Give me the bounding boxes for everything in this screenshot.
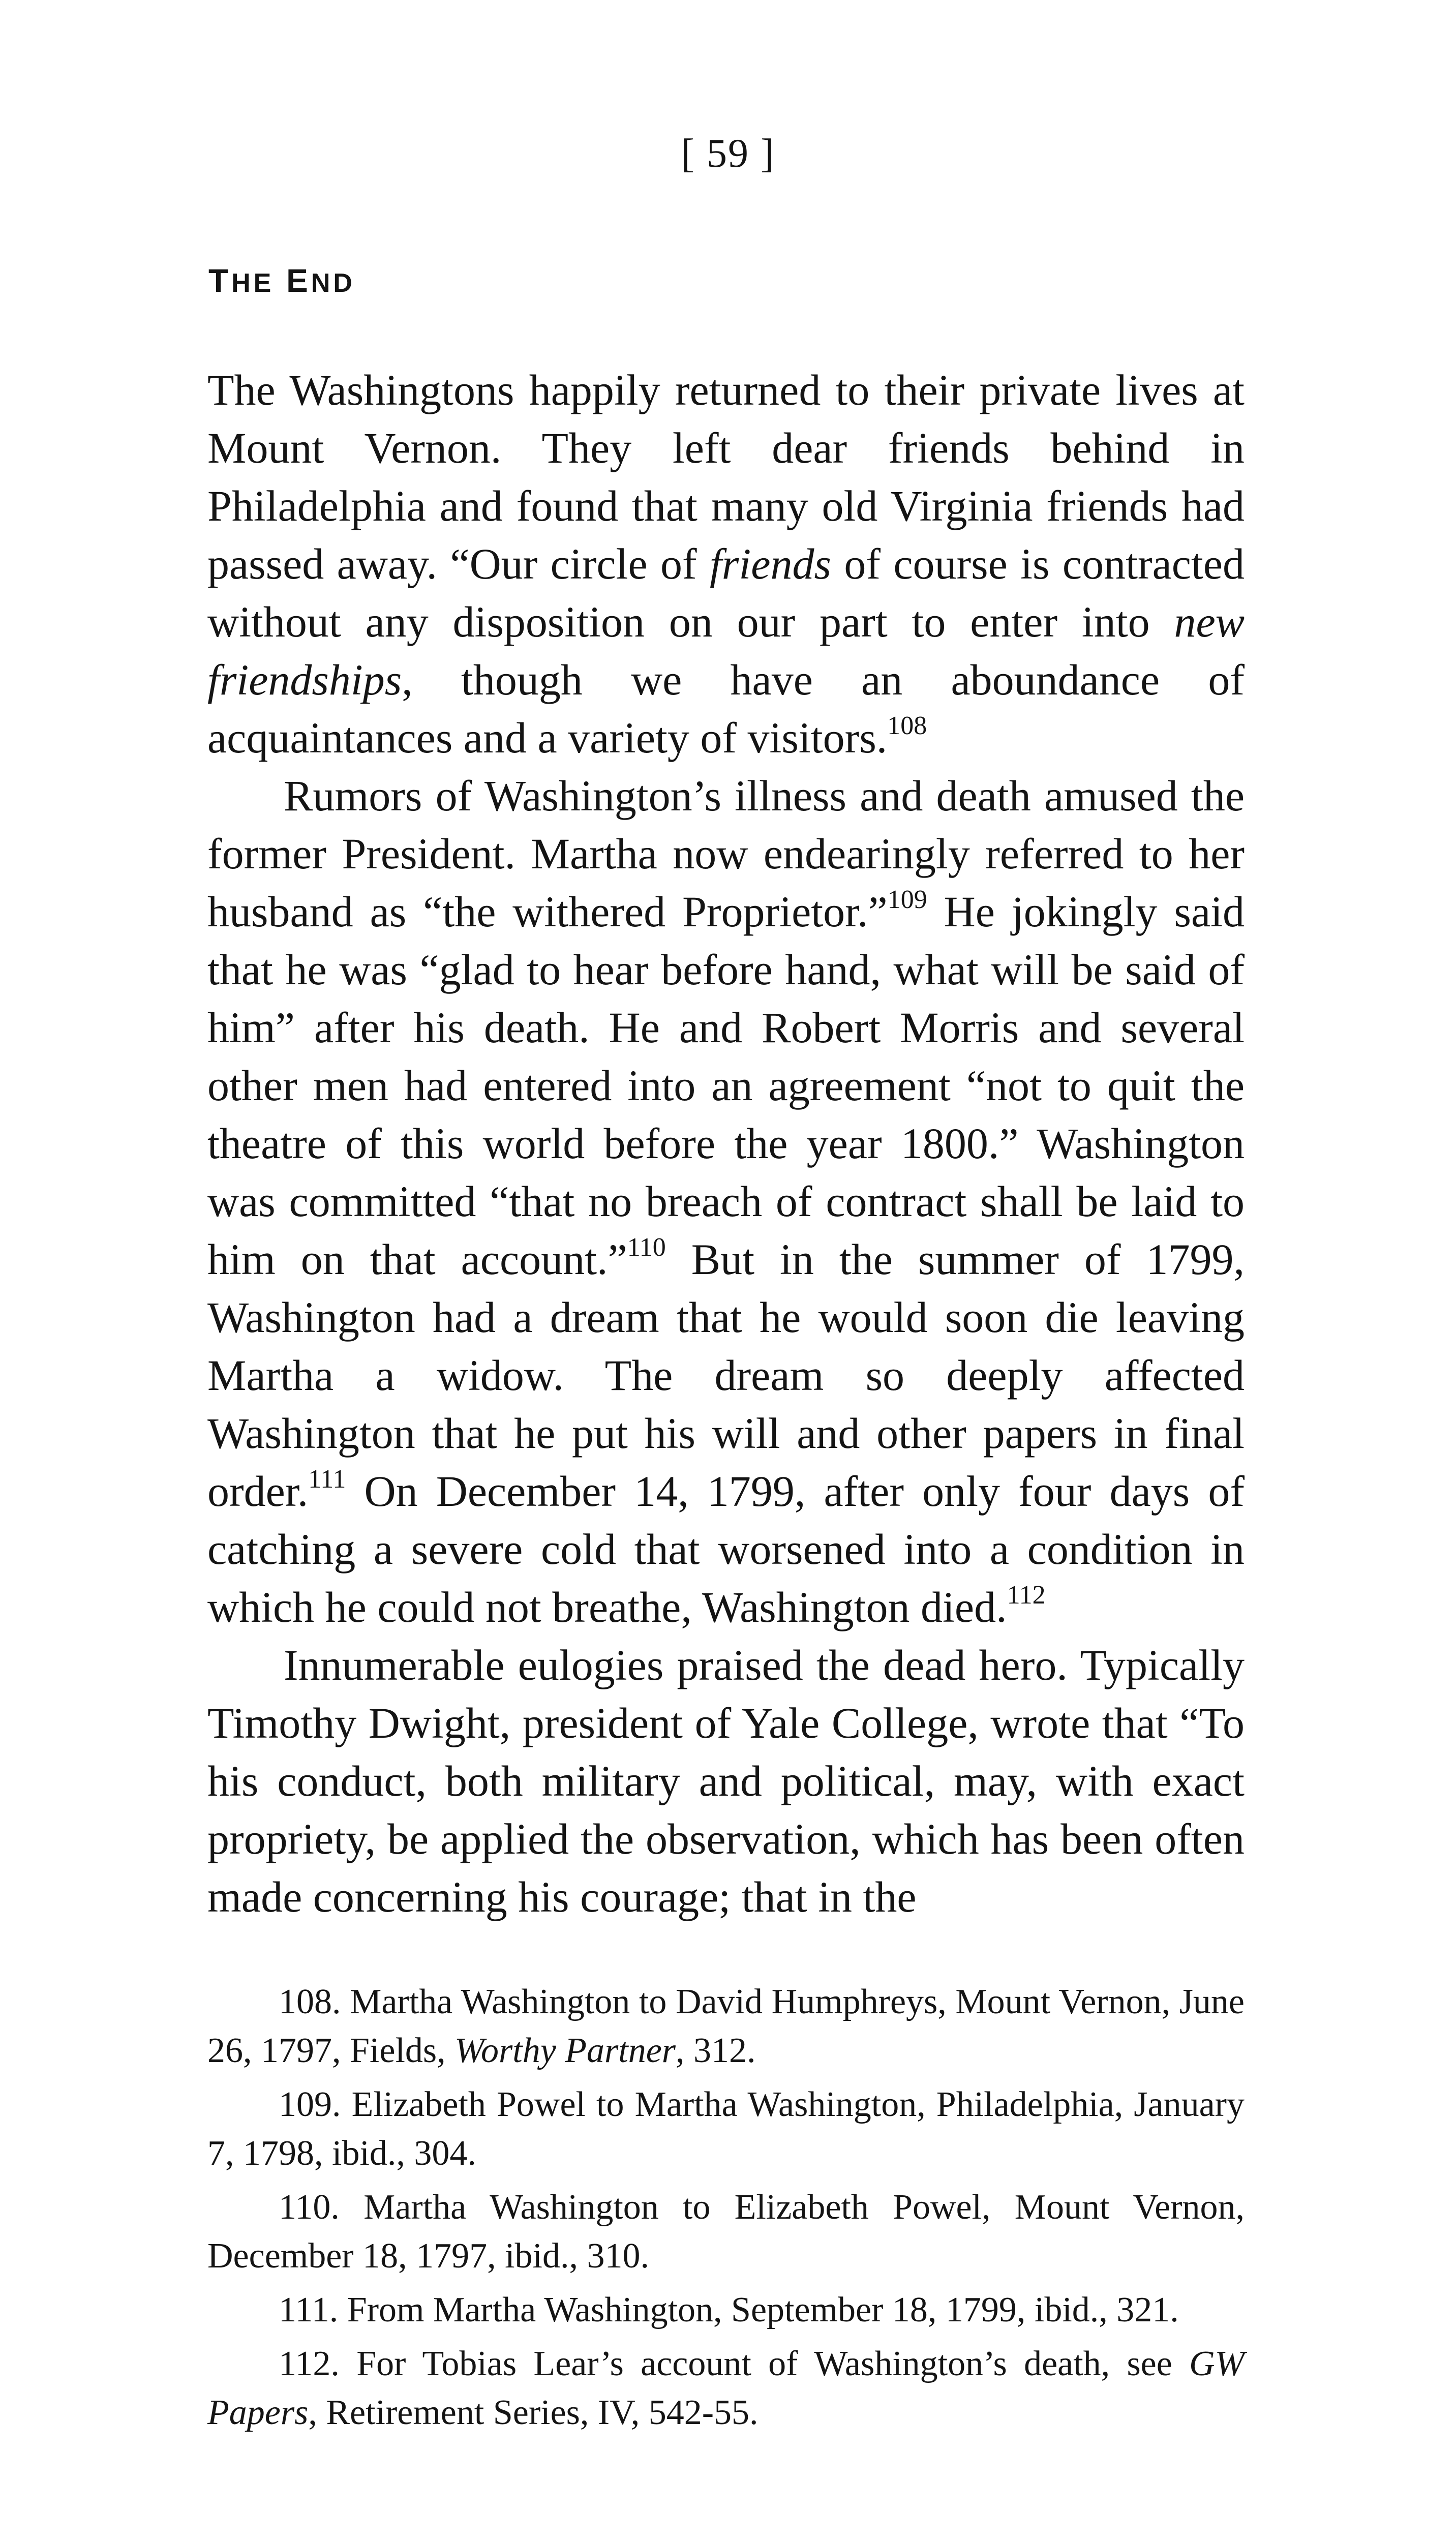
text-span: He jokingly said that he was “glad to hear before hand, what will be said of him” after his death. He and Robert Morris and several other men had entered into an agreement “not to quit the theatre of this world before the year 1800.” Washington was committed “that no breach of contract shall be laid to him on that account.” <box>207 887 1245 1284</box>
footnotes <box>207 1978 1245 2442</box>
heading-cap: T <box>208 262 232 299</box>
footnote-text: 112. For Tobias Lear’s account of Washington’s death, see <box>279 2344 1190 2383</box>
heading-smallcaps: ND <box>311 268 355 298</box>
italic-text: Worthy Partner <box>454 2031 676 2070</box>
footnote-text: 109. Elizabeth Powel to Martha Washington, Philadelphia, January 7, 1798, ibid., 304. <box>207 2085 1245 2173</box>
heading-cap: E <box>286 262 311 299</box>
footnote-ref: 112 <box>1007 1581 1046 1610</box>
footnote-text: 110. Martha Washington to Elizabeth Powel, Mount Vernon, December 18, 1797, ibid., 310. <box>207 2188 1245 2276</box>
italic-text: GW Papers <box>207 2344 1245 2432</box>
paragraph-1 <box>207 361 1245 767</box>
footnote-108 <box>207 1978 1245 2075</box>
italic-text: new friendships <box>207 597 1245 704</box>
text-span: But in the summer of 1799, Washington had a dream that he would soon die leaving Martha a widow. The dream so deeply affected Washington that he put his will and other papers in final order. <box>207 1235 1245 1516</box>
italic-text: friends <box>710 539 831 588</box>
footnote-ref: 109 <box>887 885 927 914</box>
footnote-text: , 312. <box>676 2031 756 2070</box>
body-text <box>207 361 1245 1926</box>
footnote-ref: 110 <box>627 1233 666 1262</box>
text-span: Rumors of Washington’s illness and death amused the former President. Martha now endearingly referred to her husband as “the withered Proprietor.” <box>207 771 1245 936</box>
footnote-110 <box>207 2183 1245 2281</box>
text-span: of course is contracted without any disposition on our part to enter into <box>207 539 1245 646</box>
text-span: On December 14, 1799, after only four days of catching a severe cold that worsened into a condition in which he could not breathe, Washington died. <box>207 1467 1245 1631</box>
page-number: [ 59 ] <box>681 131 775 176</box>
footnote-text: , Retirement Series, IV, 542-55. <box>308 2393 759 2432</box>
heading-smallcaps: HE <box>231 268 275 298</box>
footnote-112 <box>207 2340 1245 2437</box>
footnote-ref: 108 <box>887 711 927 740</box>
text-span: The Washingtons happily returned to their private lives at Mount Vernon. They left dear friends behind in Philadelphia and found that many old Virginia friends had passed away. “Our circle of <box>207 366 1245 588</box>
text-span: , though we have an aboundance of acquaintances and a variety of visitors. <box>207 655 1245 762</box>
footnote-ref: 111 <box>308 1465 346 1494</box>
paragraph-3 <box>207 1636 1245 1926</box>
footnote-text: 111. From Martha Washington, September 18, 1799, ibid., 321. <box>279 2290 1179 2329</box>
paragraph-2 <box>207 767 1245 1636</box>
text-span: Innumerable eulogies praised the dead hero. Typically Timothy Dwight, president of Yale College, wrote that “To his conduct, both military and political, may, with exact propriety, be applied the observation, which has been often made concerning his courage; that in the <box>207 1641 1245 1921</box>
section-heading <box>208 264 355 297</box>
footnote-text: 108. Martha Washington to David Humphreys, Mount Vernon, June 26, 1797, Fields, <box>207 1982 1245 2070</box>
footnote-111 <box>207 2286 1245 2335</box>
footnote-109 <box>207 2080 1245 2178</box>
